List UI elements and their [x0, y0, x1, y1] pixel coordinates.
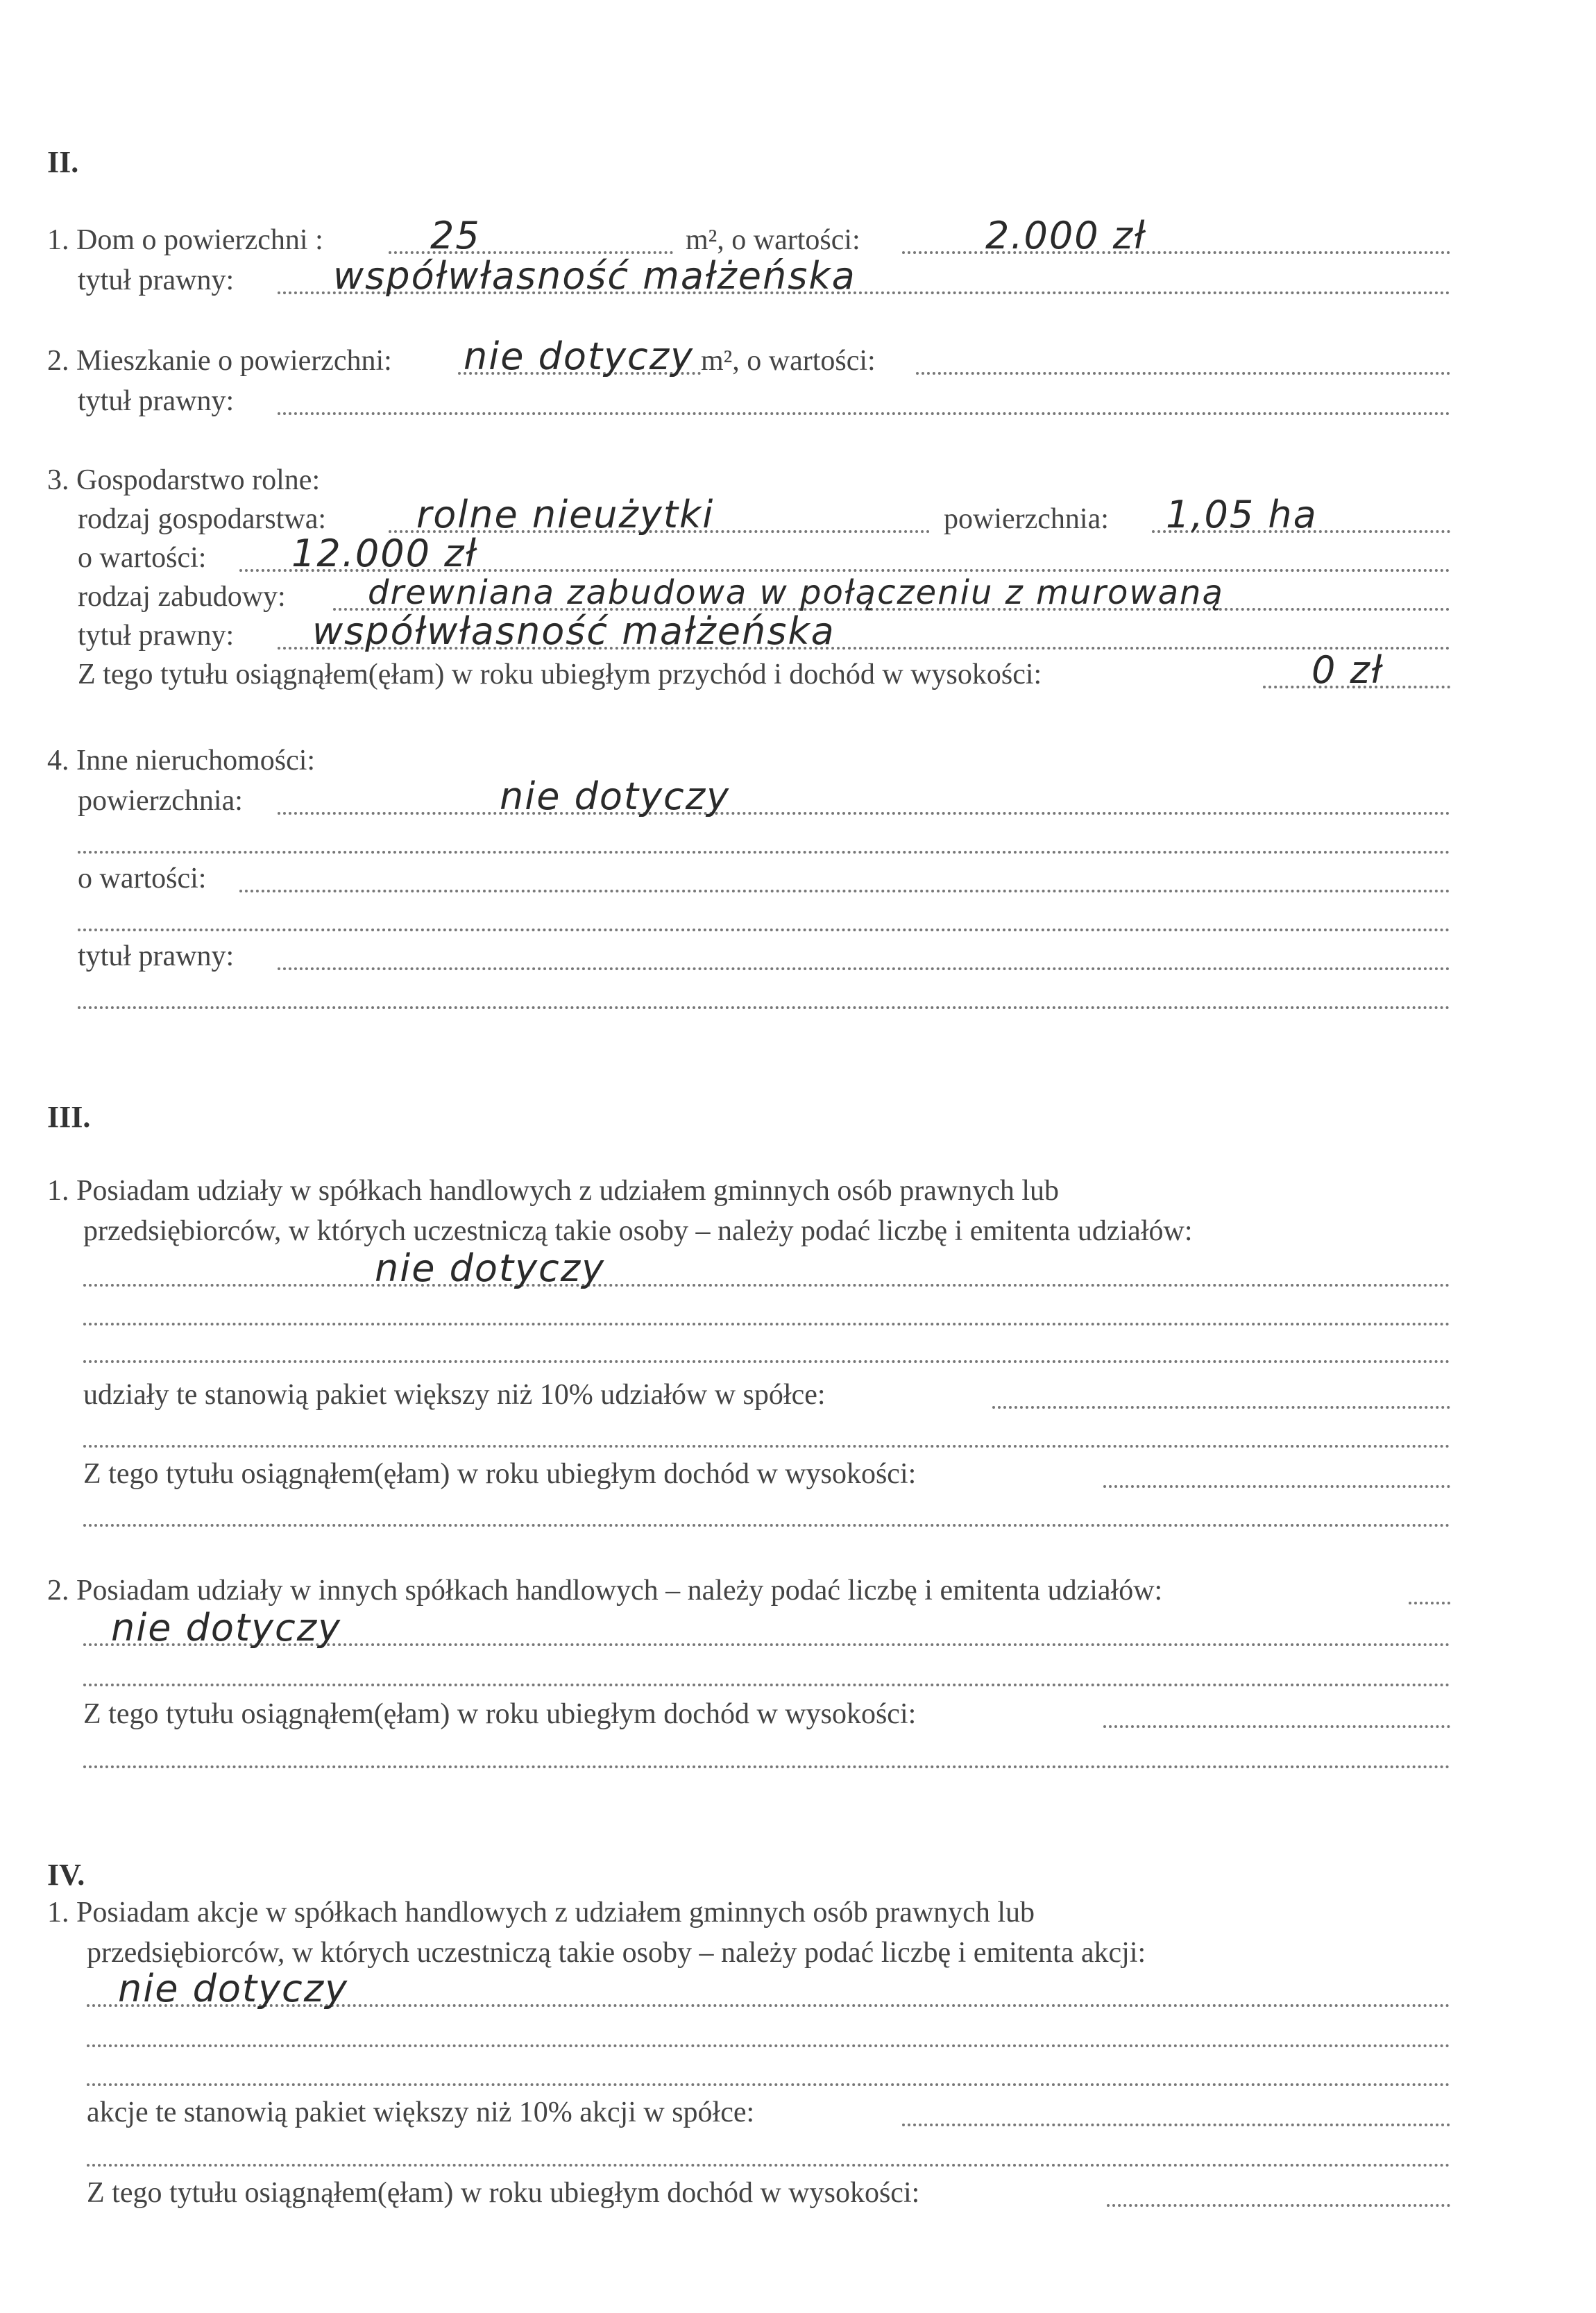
stocks-blank-dots-1	[87, 2044, 1450, 2047]
stocks-text-2: przedsiębiorców, w których uczestniczą takie osoby – należy podać liczbę i emitenta akcji:	[87, 1937, 1146, 1969]
stocks-answer: nie dotyczy	[118, 1967, 349, 2010]
farm-label: 3. Gospodarstwo rolne:	[47, 464, 321, 496]
stocks-income-label: Z tego tytułu osiągnąłem(ęłam) w roku ubiegłym dochód w wysokości:	[87, 2177, 920, 2209]
house-title-label: tytuł prawny:	[78, 264, 235, 296]
house-value: 2.000 zł	[985, 214, 1146, 257]
shares-income-line	[0, 1453, 1596, 1495]
other-shares-income-line-2	[0, 1734, 1596, 1775]
farm-title-value: współwłasność małżeńska	[312, 609, 835, 653]
stocks-package-line-2	[0, 2132, 1596, 2174]
shares-package-line-2	[0, 1413, 1596, 1455]
other-shares-income-dots-2	[83, 1765, 1450, 1768]
other-shares-income-line	[0, 1693, 1596, 1735]
section-heading-iii: III.	[47, 1100, 91, 1134]
house-label: 1. Dom o powierzchni :	[47, 224, 323, 256]
farm-type-line	[0, 493, 1596, 540]
farm-value: 12.000 zł	[291, 532, 477, 575]
flat-area-value: nie dotyczy	[464, 334, 695, 378]
other-title-dots	[278, 967, 1450, 970]
other-value-dots	[239, 890, 1450, 892]
farm-type-label: rodzaj gospodarstwa:	[78, 503, 327, 535]
farm-income-line	[0, 648, 1596, 695]
other-title-label: tytuł prawny:	[78, 940, 235, 972]
other-value-dots-2	[78, 929, 1450, 931]
flat-value-dots	[916, 372, 1450, 375]
farm-income-value: 0 zł	[1311, 648, 1384, 692]
other-shares-text: 2. Posiadam udziały w innych spółkach handlowych – należy podać liczbę i emitenta udziałów:	[47, 1575, 1163, 1607]
flat-title-label: tytuł prawny:	[78, 385, 235, 417]
farm-area-value: 1,05 ha	[1166, 493, 1318, 536]
other-area-dots	[278, 812, 1450, 815]
other-value-line	[0, 858, 1596, 899]
flat-title-line	[0, 380, 1596, 422]
shares-package-dots	[992, 1406, 1450, 1409]
other-property-label: 4. Inne nieruchomości:	[47, 745, 316, 777]
section-heading-ii: II.	[47, 145, 79, 179]
stocks-income-line	[0, 2172, 1596, 2214]
shares-income-dots-2	[83, 1524, 1450, 1527]
farm-buildings-label: rodzaj zabudowy:	[78, 581, 286, 613]
other-title-line	[0, 935, 1596, 977]
other-shares-line	[0, 1570, 1596, 1611]
flat-label: 2. Mieszkanie o powierzchni:	[47, 345, 392, 377]
shares-line-2	[0, 1210, 1596, 1252]
other-title-line-2	[0, 974, 1596, 1016]
shares-line-1	[0, 1170, 1596, 1212]
house-title-value: współwłasność małżeńska	[333, 254, 856, 298]
stocks-line-1	[0, 1892, 1596, 1933]
other-area-dots-2	[78, 851, 1450, 854]
shares-answer-dots	[83, 1284, 1450, 1287]
stocks-answer-line	[0, 1967, 1596, 2014]
stocks-package-label: akcje te stanowią pakiet większy niż 10% akcji w spółce:	[87, 2096, 755, 2128]
farm-area-label: powierzchnia:	[944, 503, 1109, 535]
other-property-heading-line	[0, 740, 1596, 781]
shares-blank-dots-1	[83, 1323, 1450, 1325]
farm-income-label: Z tego tytułu osiągnąłem(ęłam) w roku ubiegłym przychód i dochód w wysokości:	[78, 659, 1042, 690]
stocks-blank-line-1	[0, 2013, 1596, 2054]
other-shares-dots	[1409, 1602, 1450, 1604]
shares-income-line-2	[0, 1492, 1596, 1534]
shares-income-dots	[1103, 1485, 1450, 1488]
farm-title-label: tytuł prawny:	[78, 620, 235, 652]
shares-answer: nie dotyczy	[375, 1246, 606, 1290]
shares-answer-line	[0, 1246, 1596, 1294]
stocks-blank-line-2	[0, 2051, 1596, 2093]
other-shares-answer: nie dotyczy	[111, 1606, 342, 1650]
other-value-label: o wartości:	[78, 863, 207, 895]
farm-buildings-value: drewniana zabudowa w połączeniu z murowaną	[368, 573, 1224, 612]
other-shares-income-label: Z tego tytułu osiągnąłem(ęłam) w roku ubiegłym dochód w wysokości:	[83, 1698, 917, 1730]
flat-line	[0, 334, 1596, 382]
shares-text-2: przedsiębiorców, w których uczestniczą takie osoby – należy podać liczbę i emitenta udziałów:	[83, 1215, 1193, 1247]
other-title-dots-2	[78, 1006, 1450, 1009]
shares-package-label: udziały te stanowią pakiet większy niż 10% udziałów w spółce:	[83, 1379, 826, 1411]
flat-title-dots	[278, 412, 1450, 415]
shares-package-dots-2	[83, 1445, 1450, 1448]
house-value-dots	[902, 251, 1450, 254]
house-title-line	[0, 254, 1596, 301]
flat-unit-label: m², o wartości:	[701, 345, 876, 377]
farm-value-label: o wartości:	[78, 542, 207, 574]
farm-type-value: rolne nieużytki	[416, 493, 715, 536]
other-area-value: nie dotyczy	[500, 774, 731, 818]
other-shares-income-dots	[1103, 1725, 1450, 1728]
house-area-value: 25	[430, 214, 481, 257]
shares-blank-dots-2	[83, 1360, 1450, 1363]
stocks-income-dots	[1107, 2204, 1450, 2207]
stocks-blank-dots-2	[87, 2083, 1450, 2086]
other-area-label: powierzchnia:	[78, 785, 243, 817]
other-area-line-2	[0, 819, 1596, 861]
stocks-package-dots	[902, 2124, 1450, 2126]
farm-heading-line	[0, 459, 1596, 501]
stocks-text-1: 1. Posiadam akcje w spółkach handlowych z udziałem gminnych osób prawnych lub	[47, 1897, 1035, 1929]
shares-blank-line-2	[0, 1328, 1596, 1370]
shares-package-line	[0, 1374, 1596, 1416]
other-area-line	[0, 774, 1596, 822]
other-shares-answer-line	[0, 1606, 1596, 1653]
section-heading-iv: IV.	[47, 1858, 85, 1892]
other-shares-blank-dots	[83, 1684, 1450, 1686]
shares-blank-line-1	[0, 1291, 1596, 1332]
stocks-package-dots-2	[87, 2164, 1450, 2167]
shares-income-label: Z tego tytułu osiągnąłem(ęłam) w roku ubiegłym dochód w wysokości:	[83, 1458, 917, 1490]
shares-text-1: 1. Posiadam udziały w spółkach handlowych z udziałem gminnych osób prawnych lub	[47, 1175, 1060, 1207]
other-value-line-2	[0, 897, 1596, 938]
other-shares-blank-line	[0, 1652, 1596, 1693]
stocks-package-line	[0, 2092, 1596, 2133]
house-unit-label: m², o wartości:	[686, 224, 860, 256]
